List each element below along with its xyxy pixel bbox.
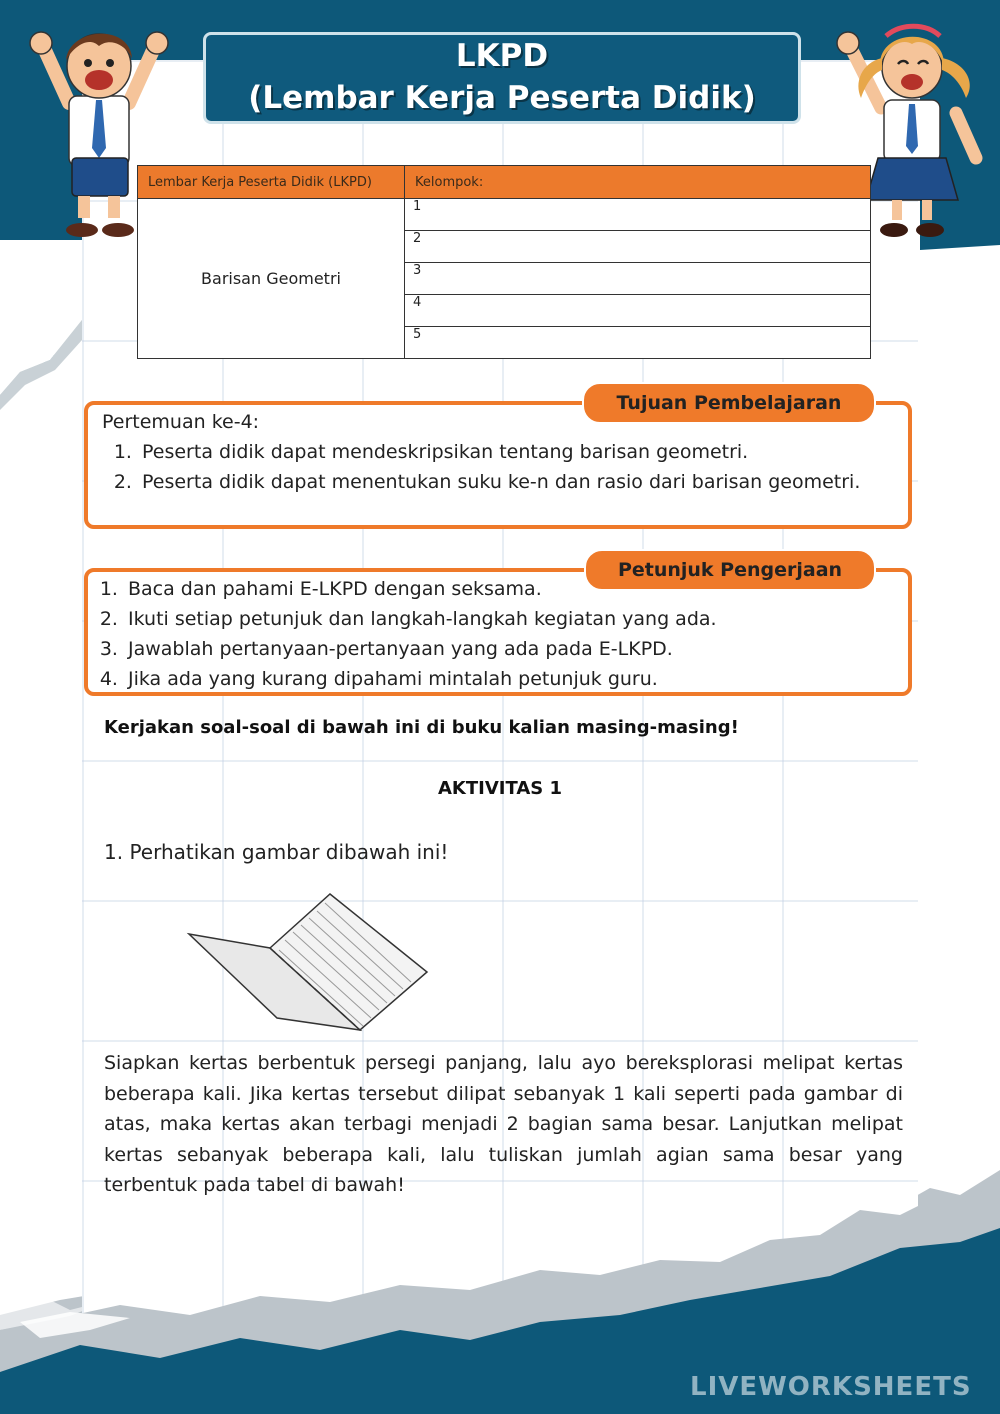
topic-cell: Barisan Geometri <box>138 199 405 359</box>
instruction-item: 3. Jawablah pertanyaan-pertanyaan yang ada pada E-LKPD. <box>124 634 896 664</box>
question-1: 1. Perhatikan gambar dibawah ini! <box>104 840 449 864</box>
instruction-item: 4. Jika ada yang kurang dipahami mintalah petunjuk guru. <box>124 664 896 694</box>
group-member-row[interactable]: 4 <box>405 295 871 327</box>
objective-item: 1. Peserta didik dapat mendeskripsikan tentang barisan geometri. <box>138 437 896 467</box>
group-member-row[interactable]: 3 <box>405 263 871 295</box>
group-member-row[interactable]: 1 <box>405 199 871 231</box>
page-title <box>203 32 801 124</box>
table-header-lkpd: Lembar Kerja Peserta Didik (LKPD) <box>138 166 405 199</box>
instruction-item: 1. Baca dan pahami E-LKPD dengan seksama. <box>124 574 896 604</box>
meeting-label: Pertemuan ke-4: <box>102 411 260 433</box>
table-header-group: Kelompok: <box>405 166 871 199</box>
title-line-2: (Lembar Kerja Peserta Didik) <box>248 80 756 116</box>
group-member-row[interactable]: 2 <box>405 231 871 263</box>
watermark: LIVEWORKSHEETS <box>690 1372 972 1402</box>
instruction-item: 2. Ikuti setiap petunjuk dan langkah-langkah kegiatan yang ada. <box>124 604 896 634</box>
group-table <box>137 165 871 359</box>
objectives-list <box>102 437 896 497</box>
objective-item: 2. Peserta didik dapat menentukan suku ke-n dan rasio dari barisan geometri. <box>138 467 896 497</box>
objectives-label: Tujuan Pembelajaran <box>582 382 876 424</box>
group-member-row[interactable]: 5 <box>405 327 871 359</box>
instructions-label: Petunjuk Pengerjaan <box>584 549 876 591</box>
activity-paragraph: Siapkan kertas berbentuk persegi panjang, lalu ayo bereksplorasi melipat kertas beberapa kali. Jika kertas tersebut dilipat sebanyak 1 kali seperti pada gambar di atas, maka kertas akan terbagi menjadi 2 bagian sama besar. Lanjutkan melipat kertas sebanyak beberapa kali, lalu tuliskan jumlah agian sama besar yang terbentuk pada tabel di bawah! <box>104 1052 903 1196</box>
task-instruction: Kerjakan soal-soal di bawah ini di buku kalian masing-masing! <box>104 717 739 738</box>
activity-title: AKTIVITAS 1 <box>437 778 563 799</box>
instructions-list <box>88 574 896 694</box>
title-line-1: LKPD <box>455 38 549 74</box>
folded-paper-illustration <box>185 890 435 1035</box>
